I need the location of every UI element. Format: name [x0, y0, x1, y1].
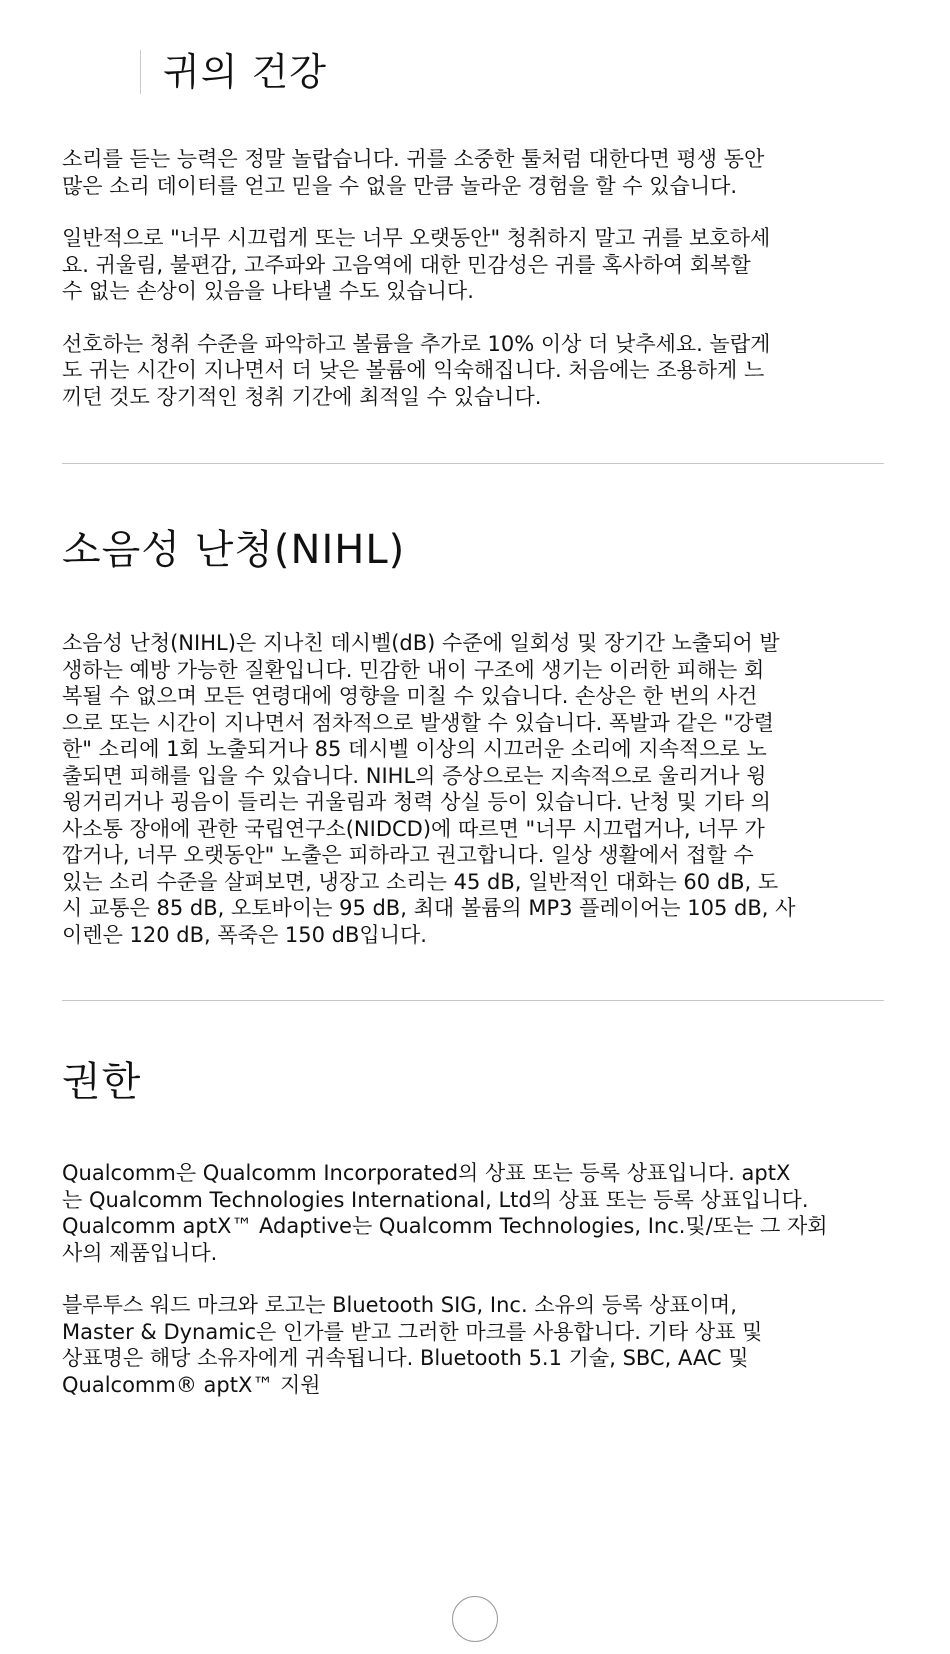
home-button[interactable] — [452, 1596, 498, 1642]
section-divider — [62, 1000, 884, 1001]
nihl-heading: 소음성 난청(NIHL) — [62, 527, 406, 573]
rights-section — [62, 1058, 882, 1106]
page-title: 귀의 건강 — [163, 50, 327, 94]
rights-paragraph-2: 블루투스 워드 마크와 로고는 Bluetooth SIG, Inc. 소유의 등록 상표이며, Master & Dynamic은 인가를 받고 그러한 마크를 사용합니다. 기타 상표 및 상표명은 해당 소유자에게 귀속됩니다. Bluetooth 5.1 기술, SBC, AAC 및 Qualcomm® aptX™ 지원 — [62, 1293, 763, 1397]
page-title-container — [140, 50, 327, 94]
nihl-body — [62, 630, 882, 974]
rights-body — [62, 1160, 882, 1424]
nihl-section — [62, 526, 882, 574]
ear-health-paragraph-1: 소리를 듣는 능력은 정말 놀랍습니다. 귀를 소중한 툴처럼 대한다면 평생 동안 많은 소리 데이터를 얻고 믿을 수 없을 만큼 놀라운 경험을 할 수 있습니다. — [62, 147, 765, 198]
nihl-paragraph: 소음성 난청(NIHL)은 지나친 데시벨(dB) 수준에 일회성 및 장기간 노출되어 발 생하는 예방 가능한 질환입니다. 민감한 내이 구조에 생기는 이러한 피해는 회 복될 수 없으며 모든 연령대에 영향을 미칠 수 있습니다. 손상은 한 번의 사건 으로 또는 시간이 지나면서 점차적으로 발생할 수 있습니다. 폭발과 같은 "강렬 한" 소리에 1회 노출되거나 85 데시벨 이상의 시끄러운 소리에 지속적으로 노 출되면 피해를 입을 수 있습니다. NIHL의 증상으로는 지속적으로 울리거나 윙 윙거리거나 굉음이 들리는 귀울림과 청력 상실 등이 있습니다. 난청 및 기타 의 사소통 장애에 관한 국립연구소(NIDCD)에 따르면 "너무 시끄럽거나, 너무 가 깝거나, 너무 오랫동안" 노출은 피하라고 권고합니다. 일상 생활에서 접할 수 있는 소리 수준을 살펴보면, 냉장고 소리는 45 dB, 일반적인 대화는 60 dB, 도 시 교통은 85 dB, 오토바이는 95 dB, 최대 볼륨의 MP3 플레이어는 105 dB, 사 이렌은 120 dB, 폭죽은 150 dB입니다. — [62, 631, 796, 947]
section-divider — [62, 463, 884, 464]
ear-health-paragraph-2: 일반적으로 "너무 시끄럽게 또는 너무 오랫동안" 청취하지 말고 귀를 보호하세 요. 귀울림, 불편감, 고주파와 고음역에 대한 민감성은 귀를 혹사하여 회복할 수 없는 손상이 있음을 나타낼 수도 있습니다. — [62, 226, 771, 303]
ear-health-paragraph-3: 선호하는 청취 수준을 파악하고 볼륨을 추가로 10% 이상 더 낮추세요. 놀랍게 도 귀는 시간이 지나면서 더 낮은 볼륨에 익숙해집니다. 처음에는 조용하게 느 끼던 것도 장기적인 청취 기간에 최적일 수 있습니다. — [62, 331, 771, 409]
rights-paragraph-1: Qualcomm은 Qualcomm Incorporated의 상표 또는 등록 상표입니다. aptX 는 Qualcomm Technologies International, Ltd의 상표 또는 등록 상표입니다. Qualcomm aptX™ Adaptive는 Qualcomm Technologies, Inc.및/또는 그 자회 사의 제품입니다. — [62, 1161, 828, 1265]
ear-health-section — [62, 146, 882, 436]
rights-heading: 권한 — [62, 1059, 142, 1105]
